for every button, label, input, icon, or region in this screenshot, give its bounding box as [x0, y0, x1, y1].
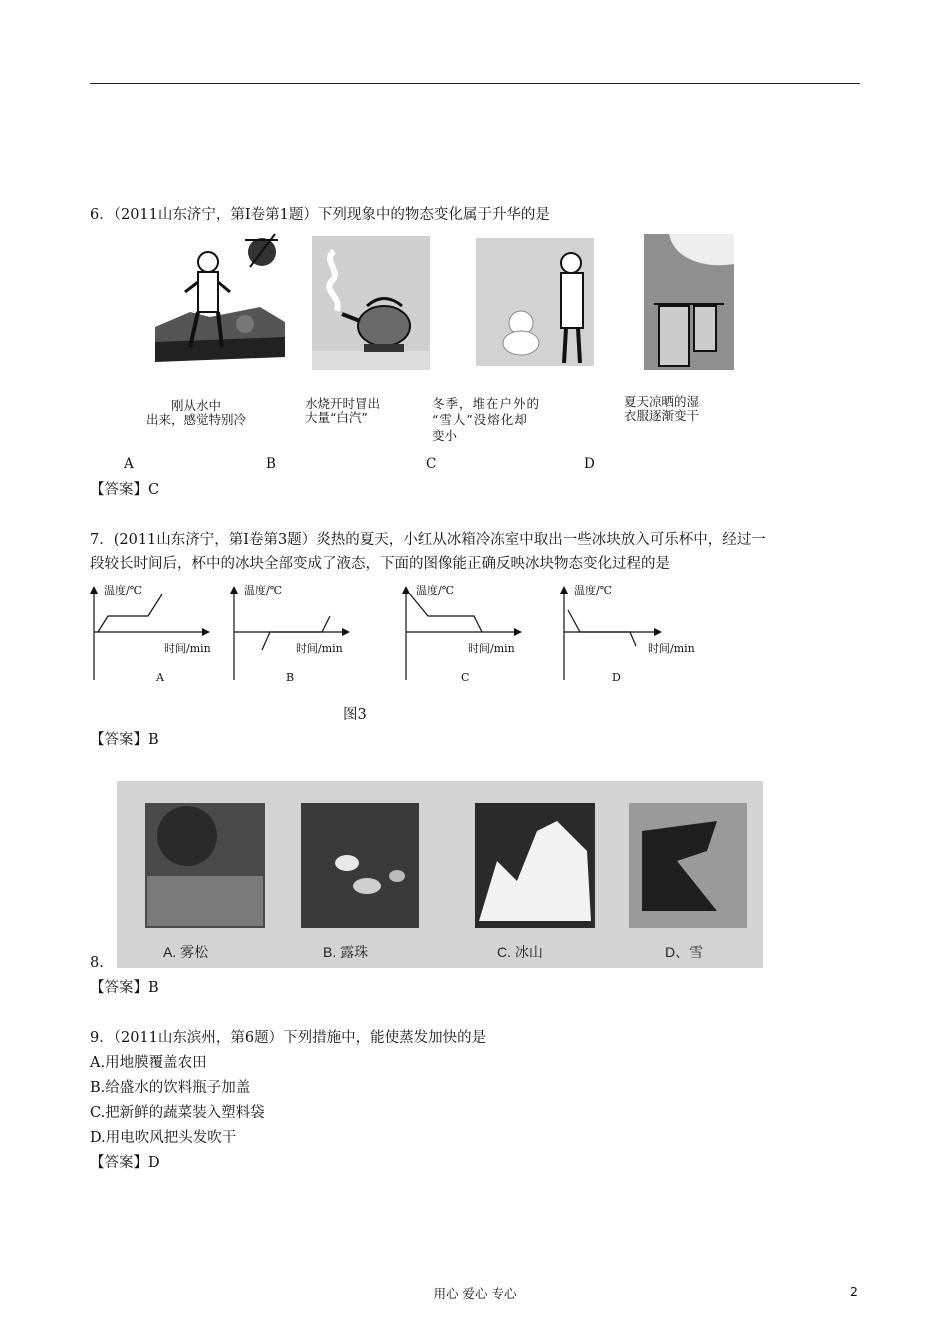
- q7-graph-c-y-arrow: [402, 586, 410, 594]
- q7-graph-d-x-label: 时间/min: [648, 642, 695, 655]
- q7-graph-d-letter: D: [612, 671, 621, 684]
- q6-caption-d-line1: 夏天凉晒的湿: [624, 394, 700, 409]
- q6-picture-a: [150, 232, 290, 374]
- photo-label-b: B. 露珠: [323, 944, 369, 960]
- q7-graph-c-x-label: 时间/min: [468, 642, 515, 655]
- q7-stem-line1: 7．(2011山东济宁，第Ⅰ卷第3题）炎热的夏天，小红从冰箱冷冻室中取出一些冰块放入可乐杯中，经过一: [90, 532, 766, 548]
- q7-graph-b: [226, 580, 376, 686]
- q6-answer: 【答案】C: [90, 482, 160, 498]
- q7-graph-c-curve: [410, 594, 482, 632]
- q7-graph-b-x-label: 时间/min: [296, 642, 343, 655]
- q7-graph-a-y-label: 温度/℃: [104, 584, 143, 597]
- q6-caption-c-line1: 冬季，堆在户外的: [432, 396, 541, 411]
- q6-caption-c-line2: “雪人”没熔化却: [432, 412, 528, 427]
- q9-stem: 9．（2011山东滨州，第6题）下列措施中，能使蒸发加快的是: [90, 1030, 487, 1046]
- q6-option-b: B: [266, 456, 276, 472]
- q9-choice-a: A.用地膜覆盖农田: [90, 1055, 207, 1071]
- q6-picture-d: [644, 234, 734, 370]
- q6-option-a: A: [124, 456, 134, 472]
- page-number: 2: [850, 1284, 858, 1299]
- q7-graph-d-curve: [568, 610, 636, 646]
- q7-graph-a-curve: [98, 594, 162, 632]
- q6-picture-c: [476, 238, 594, 366]
- photo-label-d: D、雪: [665, 944, 704, 960]
- q6-option-c: C: [426, 456, 437, 472]
- q9-choice-d: D.用电吹风把头发吹干: [90, 1130, 237, 1146]
- q6-option-d: D: [584, 456, 595, 472]
- q7-graph-a-x-arrow: [202, 628, 210, 636]
- q6-caption-a-line2: 出来，感觉特别冷: [146, 412, 247, 427]
- q7-graph-b-x-arrow: [342, 628, 350, 636]
- q7-graph-d-y-arrow: [560, 586, 568, 594]
- q6-picture-b: [312, 236, 430, 370]
- q6-caption-b-line1: 水烧开时冒出: [305, 396, 381, 411]
- photo-label-c: C. 冰山: [497, 944, 543, 960]
- header-rule: [90, 83, 860, 84]
- q6-caption-d-line2: 衣服逐渐变干: [624, 408, 700, 423]
- photo-label-a: A. 雾松: [163, 944, 209, 960]
- q8-answer: 【答案】B: [90, 980, 159, 996]
- q7-figure-caption: 图3: [343, 707, 367, 723]
- q6-stem: 6．（2011山东济宁，第Ⅰ卷第1题）下列现象中的物态变化属于升华的是: [90, 207, 550, 223]
- q7-graph-b-letter: B: [286, 671, 295, 684]
- q8-photo-strip: [117, 781, 763, 968]
- q7-graph-a-x-label: 时间/min: [164, 642, 211, 655]
- q7-graph-a: [86, 580, 236, 686]
- q6-caption-c-line3: 变小: [432, 428, 458, 443]
- q7-graph-c: [398, 580, 548, 686]
- q6-caption-a-line1: 刚从水中: [171, 398, 222, 413]
- q9-answer: 【答案】D: [90, 1155, 160, 1171]
- q7-answer: 【答案】B: [90, 732, 159, 748]
- q7-graph-c-y-label: 温度/℃: [416, 584, 455, 597]
- q8-number: 8.: [90, 955, 104, 971]
- q7-graph-c-x-arrow: [514, 628, 522, 636]
- q7-graph-d-y-label: 温度/℃: [574, 584, 613, 597]
- q7-stem-line2: 段较长时间后，杯中的冰块全部变成了液态，下面的图像能正确反映冰块物态变化过程的是: [90, 556, 670, 572]
- q7-graph-b-y-arrow: [230, 586, 238, 594]
- q7-graph-d: [556, 580, 706, 686]
- q7-graph-b-y-label: 温度/℃: [244, 584, 283, 597]
- q6-caption-b-line2: 大量“白汽”: [305, 410, 368, 425]
- photo-b-frame: [301, 803, 419, 928]
- q9-choice-b: B.给盛水的饮料瓶子加盖: [90, 1080, 251, 1096]
- q9-choice-c: C.把新鲜的蔬菜装入塑料袋: [90, 1105, 265, 1121]
- q7-graph-c-letter: C: [461, 671, 470, 684]
- page-footer: 用心 爱心 专心: [433, 1286, 517, 1301]
- q7-graph-a-letter: A: [156, 671, 164, 684]
- q7-graph-a-y-arrow: [90, 586, 98, 594]
- q7-graph-d-x-arrow: [654, 628, 662, 636]
